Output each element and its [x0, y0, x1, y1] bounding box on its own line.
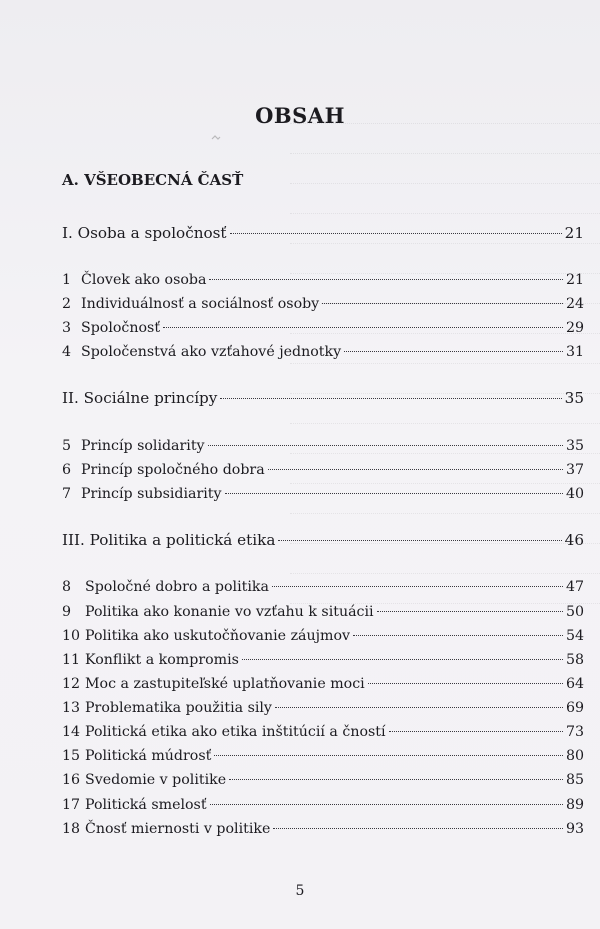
page-number: 93	[565, 821, 584, 837]
contents-heading: OBSAH	[255, 103, 345, 128]
leader-dots	[220, 398, 561, 399]
leader-dots	[353, 635, 563, 636]
entry-number: 4	[62, 344, 72, 360]
page-number: 40	[565, 486, 584, 502]
page-number: 35	[565, 438, 584, 454]
entry-title: Konflikt a kompromis	[85, 652, 239, 668]
entry-title: Princíp solidarity	[81, 438, 205, 454]
entry-title: Problematika použitia sily	[85, 700, 272, 716]
page-number: 89	[565, 797, 584, 813]
entry-number: 11	[62, 652, 81, 668]
leader-dots	[210, 804, 563, 805]
chapter-title: III. Politika a politická etika	[62, 531, 276, 549]
entry-title: Človek ako osoba	[81, 272, 207, 288]
toc-chapter[interactable]	[62, 223, 584, 243]
entry-title: Čnosť miernosti v politike	[85, 821, 271, 837]
entry-number: 14	[62, 724, 81, 740]
entry-number: 7	[62, 486, 72, 502]
toc-entry[interactable]	[62, 746, 584, 766]
page-number: 85	[565, 772, 584, 788]
entry-number: 13	[62, 700, 81, 716]
leader-dots	[242, 659, 563, 660]
entry-number: 10	[62, 628, 81, 644]
toc-entry[interactable]	[62, 342, 584, 362]
entry-title: Princíp subsidiarity	[81, 486, 222, 502]
entry-number: 8	[62, 579, 72, 595]
entry-number: 15	[62, 748, 81, 764]
leader-dots	[389, 731, 563, 732]
entry-number: 6	[62, 462, 72, 478]
page-number: 46	[564, 531, 584, 549]
page-number: 21	[565, 272, 584, 288]
toc-entry[interactable]	[62, 460, 584, 480]
entry-title: Moc a zastupiteľské uplatňovanie moci	[85, 676, 365, 692]
entry-number: 12	[62, 676, 81, 692]
leader-dots	[272, 586, 563, 587]
entry-number: 17	[62, 797, 81, 813]
leader-dots	[208, 445, 563, 446]
page-number: 31	[565, 344, 584, 360]
leader-dots	[214, 755, 563, 756]
entry-number: 3	[62, 320, 72, 336]
entry-title: Politická etika ako etika inštitúcií a čností	[85, 724, 386, 740]
entry-title: Politická múdrosť	[85, 748, 212, 764]
chapter-title: II. Sociálne princípy	[62, 389, 218, 407]
entry-title: Politika ako konanie vo vzťahu k situácii	[85, 604, 374, 620]
toc-entry[interactable]	[62, 698, 584, 718]
entry-title: Spoločenstvá ako vzťahové jednotky	[81, 344, 342, 360]
page-footer-number: 5	[295, 883, 305, 899]
entry-title: Spoločné dobro a politika	[85, 579, 269, 595]
leader-dots	[268, 469, 563, 470]
toc-entry[interactable]	[62, 270, 584, 290]
leader-dots	[322, 303, 563, 304]
leader-dots	[368, 683, 563, 684]
leader-dots	[229, 779, 563, 780]
page-number: 29	[565, 320, 584, 336]
entry-title: Politika ako uskutočňovanie záujmov	[85, 628, 351, 644]
page-number: 54	[565, 628, 584, 644]
entry-title: Svedomie v politike	[85, 772, 227, 788]
page-number: 35	[564, 389, 584, 407]
page-number: 24	[565, 296, 584, 312]
toc-entry[interactable]	[62, 294, 584, 314]
entry-number: 9	[62, 604, 72, 620]
toc-chapter[interactable]	[62, 530, 584, 550]
leader-dots	[225, 493, 563, 494]
page-number: 21	[564, 224, 584, 242]
leader-dots	[278, 540, 561, 541]
entry-number: 2	[62, 296, 72, 312]
entry-number: 16	[62, 772, 81, 788]
toc-entry[interactable]	[62, 602, 584, 622]
toc-entry[interactable]	[62, 674, 584, 694]
leader-dots	[209, 279, 562, 280]
page-number: 58	[565, 652, 584, 668]
toc-entry[interactable]	[62, 770, 584, 790]
page-number: 73	[565, 724, 584, 740]
toc-entry[interactable]	[62, 626, 584, 646]
page-number: 50	[565, 604, 584, 620]
toc-chapter[interactable]	[62, 388, 584, 408]
entry-title: Politická smelosť	[85, 797, 207, 813]
leader-dots	[377, 611, 563, 612]
toc-entry[interactable]	[62, 819, 584, 839]
ink-mark	[211, 133, 221, 143]
toc-entry[interactable]	[62, 484, 584, 504]
entry-number: 5	[62, 438, 72, 454]
page-number: 47	[565, 579, 584, 595]
leader-dots	[163, 327, 563, 328]
toc-entry[interactable]	[62, 795, 584, 815]
entry-number: 1	[62, 272, 72, 288]
entry-title: Individuálnosť a sociálnosť osoby	[81, 296, 320, 312]
entry-number: 18	[62, 821, 81, 837]
leader-dots	[273, 828, 563, 829]
chapter-title: I. Osoba a spoločnosť	[62, 224, 227, 242]
leader-dots	[344, 351, 563, 352]
page-number: 69	[565, 700, 584, 716]
leader-dots	[275, 707, 563, 708]
part-heading: A. VŠEOBECNÁ ČASŤ	[62, 171, 244, 189]
entry-title: Spoločnosť	[81, 320, 161, 336]
entry-title: Princíp spoločného dobra	[81, 462, 265, 478]
page-number: 80	[565, 748, 584, 764]
leader-dots	[230, 233, 562, 234]
toc-entry[interactable]	[62, 650, 584, 670]
toc-entry[interactable]	[62, 436, 584, 456]
page-number: 64	[565, 676, 584, 692]
toc-entry[interactable]	[62, 577, 584, 597]
toc-entry[interactable]	[62, 722, 584, 742]
toc-entry[interactable]	[62, 318, 584, 338]
page-number: 37	[565, 462, 584, 478]
